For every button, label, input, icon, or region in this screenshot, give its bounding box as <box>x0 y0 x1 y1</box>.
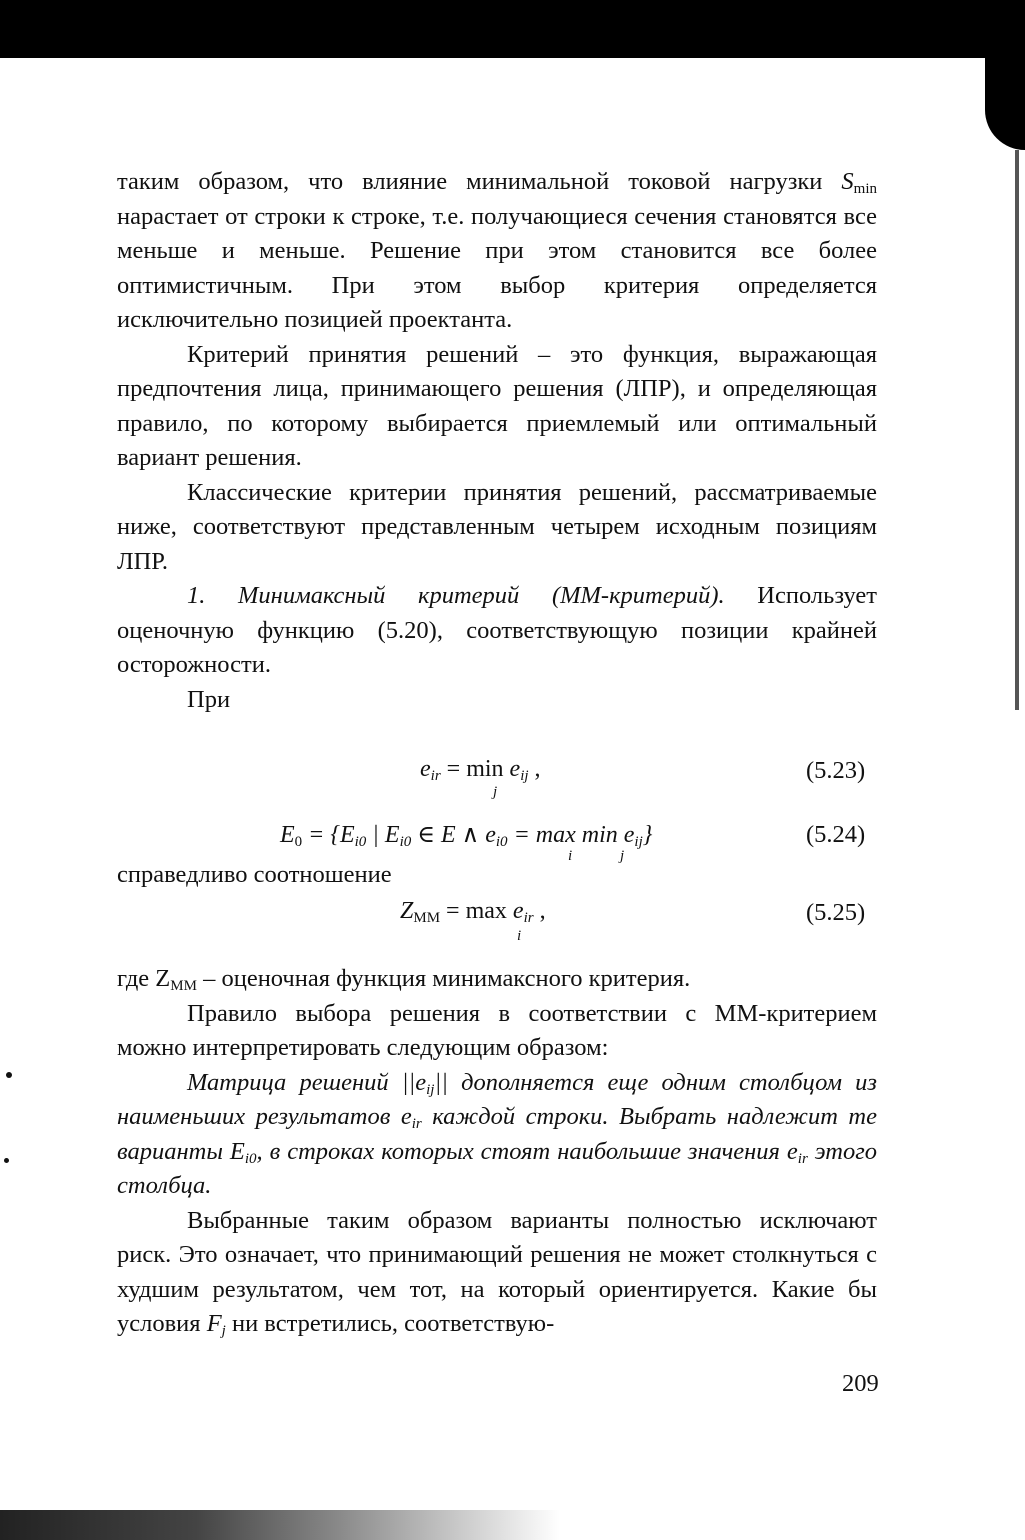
paragraph-7: Выбранные таким образом варианты полностью исключают риск. Это означает, что принимающий решения не может столкнуться с худшим результатом, чем тот, на который ориентируется. Какие бы условия $F_j$ ни встретились, соответствую- <box>117 1206 877 1339</box>
equation-number-5-25: (5.25) <box>806 899 866 926</box>
paragraph-2: Критерий принятия решений – это функция, выражающая предпочтения лица, принимающего решения (ЛПР), и определяющая правило, по которому выбирается приемлемый или оптимальный вариант решения. <box>117 340 877 471</box>
equation-number-5-24: (5.24) <box>806 821 866 848</box>
pri-label: При <box>187 685 231 713</box>
eq-5-24-min-index: j <box>620 848 625 864</box>
lower-text <box>117 962 877 1342</box>
scan-right-edge <box>1015 150 1019 710</box>
spravedlivo-line <box>117 858 877 893</box>
paragraph-5: Правило выбора решения в соответствии с ММ-критерием можно интерпретировать следующим образом: <box>117 999 877 1061</box>
page-number: 209 <box>842 1370 879 1397</box>
eq-5-24-max-index: i <box>568 848 573 864</box>
paragraph-4: 1. Минимаксный критерий (ММ-критерий). Использует оценочную функцию (5.20), соответствующую позиции крайней осторожности. <box>117 582 877 678</box>
equation-5-23: $e_{ir} = \min e_{ij}$ , <box>420 756 541 784</box>
scan-bottom-smear <box>0 1510 560 1540</box>
paragraph-6-rule: Матрица решений $||e_{ij}||$ дополняется еще одним столбцом из наименьших результатов $e_{ir}$ каждой строки. Выбрать надлежит те варианты $E_{i0}$, в строках которых стоят наибольшие значения $e_{ir}$ этого столбца. <box>117 1068 878 1199</box>
equation-5-24: $E_0 = \{E_{i0}$ | $E_{i0}$ ∈ E ∧ $e_{i0} = \max \min e_{ij}$} <box>280 822 653 850</box>
paragraph-1: таким образом, что влияние минимальной токовой нагрузки $S_{min}$ нарастает от строки к строке, т.е. получающиеся сечения становятся все меньше и меньше. Решение при этом становится все более оптимистичным. При этом выбор критерия определяется исключительно позицией проектанта. <box>117 168 877 333</box>
scan-dot <box>4 1158 9 1163</box>
eq-5-25-max-index: i <box>517 928 522 944</box>
upper-text <box>117 165 877 717</box>
equation-number-5-23: (5.23) <box>806 757 866 784</box>
paragraph-gde: где $Z_{ММ}$ – оценочная функция минимаксного критерия. <box>117 965 691 994</box>
eq-5-23-min-index: j <box>493 784 498 800</box>
scan-dot <box>6 1072 12 1078</box>
paragraph-3: Классические критерии принятия решений, рассматриваемые ниже, соответствуют представленным четырем исходным позициям ЛПР. <box>117 478 877 575</box>
spravedlivo-text: справедливо соотношение <box>117 861 392 888</box>
equation-5-25: $Z_{ММ} = \max e_{ir}$ , <box>400 898 546 926</box>
scan-top-border <box>0 0 1025 58</box>
scan-corner-shadow <box>985 0 1025 150</box>
